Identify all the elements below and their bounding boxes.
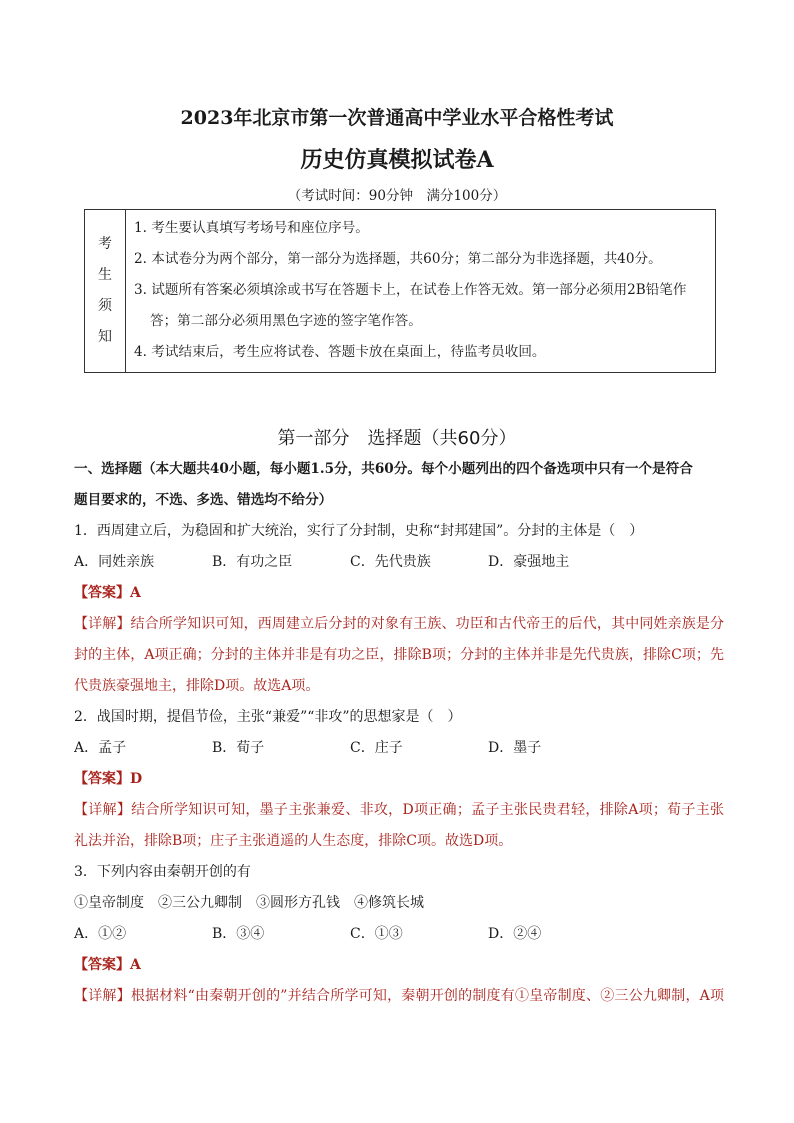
option: B．有功之臣 (212, 554, 293, 570)
option: C．先代贵族 (350, 554, 431, 570)
notice-label-char: 生 (98, 267, 112, 283)
option: A．①② (74, 926, 127, 942)
option: C．①③ (350, 926, 403, 942)
notice-item: 2. 本试卷分为两个部分，第一部分为选择题，共60分；第二部分为非选择题，共40分。 (134, 251, 662, 267)
question-options (74, 733, 724, 764)
explanation-line: 礼法并治，排除B项；庄子主张逍遥的人生态度，排除C项。故选D项。 (74, 833, 513, 849)
option: A．同姓亲族 (74, 554, 155, 570)
option: B．荀子 (212, 740, 265, 756)
notice-item: 4. 考试结束后，考生应将试卷、答题卡放在桌面上，待监考员收回。 (134, 344, 546, 360)
notice-items (126, 210, 715, 372)
exam-title: 2023年北京市第一次普通高中学业水平合格性考试 (180, 107, 614, 129)
section-instructions: 一、选择题（本大题共40小题，每小题1.5分，共60分。每个小题列出的四个备选项中只有一个是符合 (74, 461, 693, 477)
option: C．庄子 (350, 740, 403, 756)
option: A．孟子 (74, 740, 127, 756)
option: D．豪强地主 (488, 554, 570, 570)
section-instructions: 题目要求的，不选、多选、错选均不给分） (74, 492, 333, 508)
question-stem: 2．战国时期，提倡节俭，主张“兼爱”“非攻”的思想家是（ ） (74, 709, 462, 725)
answer-label: 【答案】A (74, 585, 141, 601)
notice-box (84, 209, 716, 373)
question-stem: 1．西周建立后，为稳固和扩大统治，实行了分封制，史称“封邦建国”。分封的主体是（ ） (74, 523, 644, 539)
question-stem: 3．下列内容由秦朝开创的有 (74, 864, 251, 880)
question-options (74, 919, 724, 950)
option: D．②④ (488, 926, 542, 942)
notice-label-char: 须 (98, 298, 112, 314)
questions-content (74, 454, 724, 1012)
answer-label: 【答案】D (74, 771, 143, 787)
explanation-line: 【详解】根据材料“由秦朝开创的”并结合所学可知，秦朝开创的制度有①皇帝制度、②三公九卿制，A项 (74, 988, 724, 1004)
notice-item: 1. 考生要认真填写考场号和座位序号。 (134, 220, 369, 236)
notice-item: 3. 试题所有答案必须填涂或书写在答题卡上，在试卷上作答无效。第一部分必须用2B铅笔作 (134, 282, 687, 298)
notice-label-char: 考 (98, 236, 112, 252)
explanation-line: 【详解】结合所学知识可知，西周建立后分封的对象有王族、功臣和古代帝王的后代，其中同姓亲族是分 (74, 616, 724, 632)
question-options (74, 547, 724, 578)
explanation-line: 封的主体，A项正确；分封的主体并非是有功之臣，排除B项；分封的主体并非是先代贵族，排除C项；先 (74, 647, 724, 663)
notice-label (85, 210, 126, 372)
option: D．墨子 (488, 740, 542, 756)
paper-title: 历史仿真模拟试卷A (300, 147, 494, 173)
notice-label-char: 知 (98, 329, 112, 345)
exam-info: （考试时间：90分钟 满分100分） (287, 188, 507, 204)
option: B．③④ (212, 926, 265, 942)
explanation-line: 【详解】结合所学知识可知，墨子主张兼爱、非攻，D项正确；孟子主张民贵君轻，排除A项；荀子主张 (74, 802, 724, 818)
question-items: ①皇帝制度 ②三公九卿制 ③圆形方孔钱 ④修筑长城 (74, 895, 424, 911)
section-title: 第一部分 选择题（共60分） (277, 428, 517, 449)
explanation-line: 代贵族豪强地主，排除D项。故选A项。 (74, 678, 320, 694)
notice-item: 答；第二部分必须用黑色字迹的签字笔作答。 (150, 313, 422, 329)
answer-label: 【答案】A (74, 957, 141, 973)
